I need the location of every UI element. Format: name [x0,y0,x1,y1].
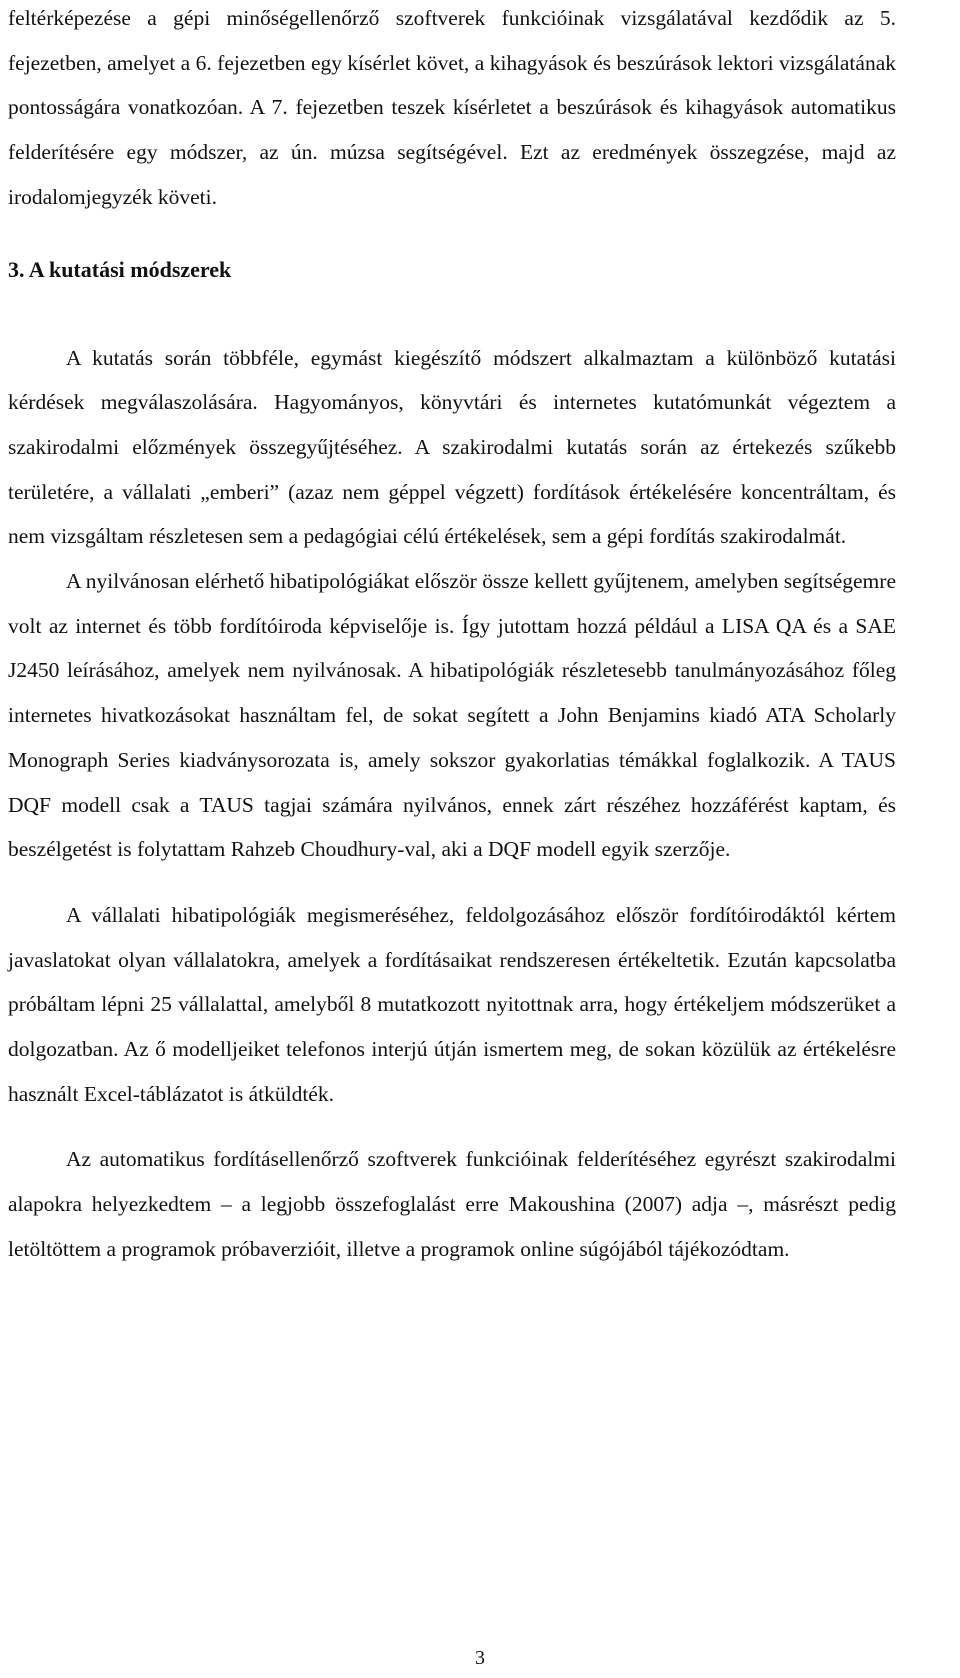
paragraph-company-typologies: A vállalati hibatipológiák megismeréséhez, feldolgozásához először fordítóirodáktól kértem javaslatokat olyan vállalatokra, amelyek a fordításaikat rendszeresen értékeltetik. Ezután kapcsolatba próbáltam lépni 25 vállalattal, amelyből 8 mutatkozott nyitottnak arra, hogy értékeljem módszerüket a dolgozatban. Az ő modelljeiket telefonos interjú útján ismertem meg, de sokan közülük az értékelésre használt Excel-táblázatot is átküldték. [8,902,896,1106]
document-page [8,0,896,1272]
page-number: 3 [475,1647,485,1669]
paragraph-qa-software: Az automatikus fordításellenőrző szoftverek funkcióinak felderítéséhez egyrészt szakirodalmi alapokra helyezkedtem – a legjobb összefoglalást erre Makoushina (2007) adja –, másrészt pedig letöltöttem a programok próbaverzióit, illetve a programok online súgójából tájékozódtam. [8,1147,896,1261]
intro-paragraph: feltérképezése a gépi minőségellenőrző szoftverek funkcióinak vizsgálatával kezdődik az 5. fejezetben, amelyet a 6. fejezetben egy kísérlet követ, a kihagyások és beszúrások lektori vizsgálatának pontosságára vonatkozóan. A 7. fejezetben teszek kísérletet a beszúrások és kihagyások automatikus felderítésére egy módszer, az ún. múzsa segítségével. Ezt az eredmények összegzése, majd az irodalomjegyzék követi. [8,6,896,209]
section-heading: 3. A kutatási módszerek [8,256,232,282]
paragraph-research-methods: A kutatás során többféle, egymást kiegészítő módszert alkalmaztam a különböző kutatási kérdések megválaszolására. Hagyományos, könyvtári és internetes kutatómunkát végeztem a szakirodalmi előzmények összegyűjtéséhez. A szakirodalmi kutatás során az értekezés szűkebb területére, a vállalati „emberi” (azaz nem géppel végzett) fordítások értékelésére koncentráltam, és nem vizsgáltam részletesen sem a pedagógiai célú értékelések, sem a gépi fordítás szakirodalmát. [8,345,896,549]
paragraph-error-typologies: A nyilvánosan elérhető hibatipológiákat először össze kellett gyűjtenem, amelyben segítségemre volt az internet és több fordítóiroda képviselője is. Így jutottam hozzá például a LISA QA és a SAE J2450 leírásához, amelyek nem nyilvánosak. A hibatipológiák részletesebb tanulmányozásához főleg internetes hivatkozásokat használtam fel, de sokat segített a John Benjamins kiadó ATA Scholarly Monograph Series kiadványsorozata is, amely sokszor gyakorlatias témákkal foglalkozik. A TAUS DQF modell csak a TAUS tagjai számára nyilvános, ennek zárt részéhez hozzáférést kaptam, és beszélgetést is folytattam Rahzeb Choudhury-val, aki a DQF modell egyik szerzője. [8,569,896,862]
